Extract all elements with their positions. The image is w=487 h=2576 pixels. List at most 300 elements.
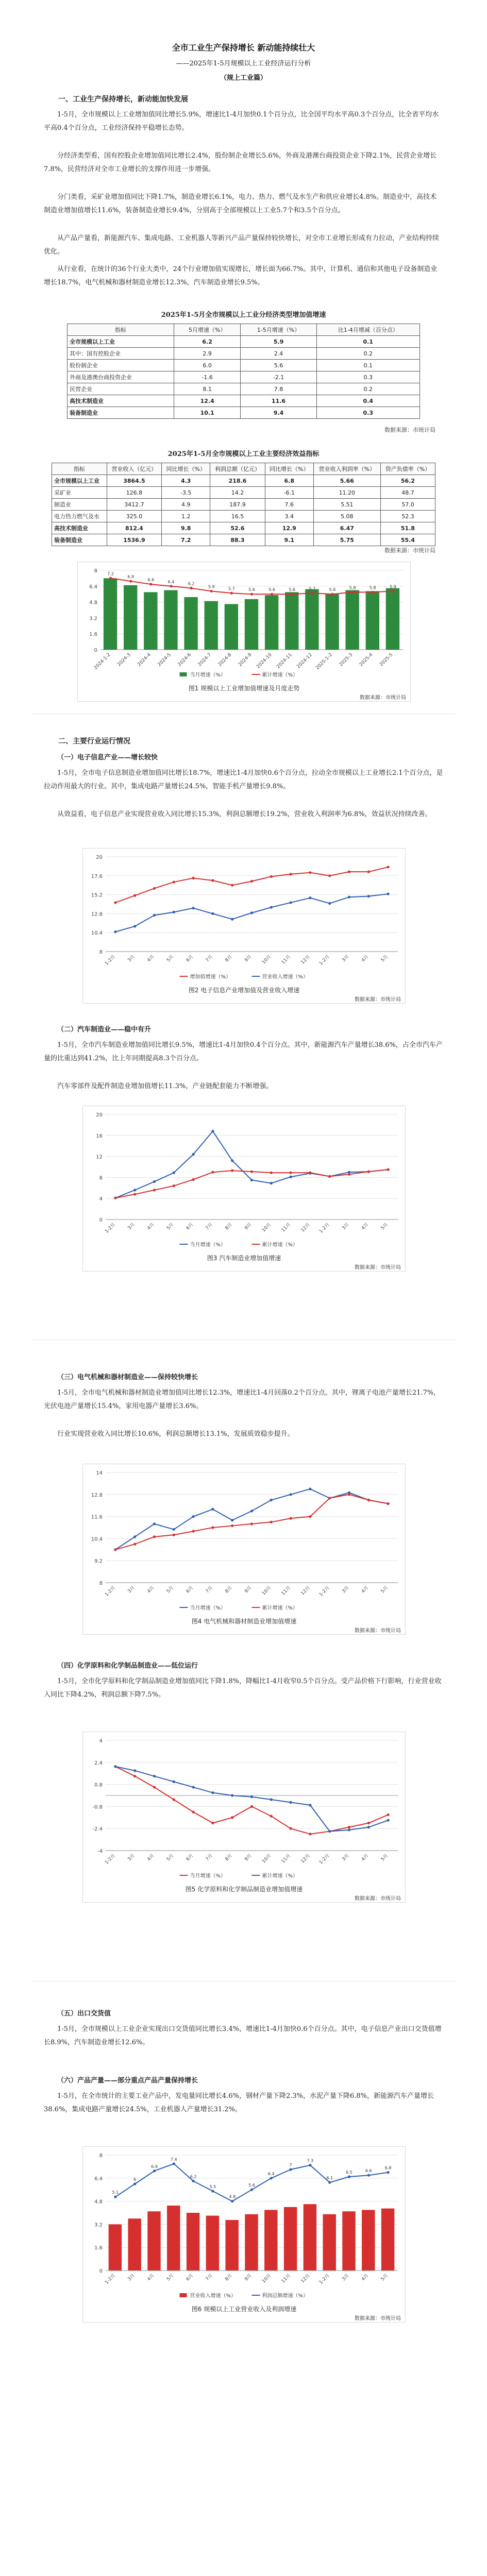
paragraph: 1-5月，在全市统计的主要工业产品中，发电量同比增长4.6%，钢材产量下降2.3%，水泥产量下降6.8%，新能源汽车产量增长38.6%，集成电路产量增长24.5%，工业机器人产量增长31.2%。 [44, 2092, 434, 2113]
table-cell: 制造业 [52, 499, 107, 511]
x-tick-label: 9月 [244, 954, 253, 963]
table-cell: 全市规模以上工业 [52, 475, 107, 487]
data-point [328, 1497, 331, 1499]
data-point [114, 2196, 116, 2198]
x-tick-label: 6月 [185, 2273, 195, 2282]
table-cell: 9.1 [265, 534, 313, 546]
table-row [52, 487, 435, 499]
y-tick-label: 4 [99, 1196, 103, 1202]
chart-caption: 图4 电气机械和器材制造业增加值增速 [191, 1618, 297, 1625]
data-point [231, 2200, 233, 2202]
data-label: 5.9 [208, 584, 215, 589]
table-header-cell: 营业收入（亿元） [107, 463, 162, 475]
table-cell: -1.6 [174, 371, 241, 383]
data-point [192, 1530, 195, 1533]
table-row [68, 371, 420, 383]
data-point [290, 873, 292, 875]
data-point [270, 906, 273, 909]
data-point [250, 1805, 253, 1808]
subsection-heading: （六）产品产量——部分重点产品产量保持增长 [57, 2077, 198, 2084]
data-point [173, 1798, 175, 1801]
data-point [250, 880, 253, 883]
data-point [211, 1526, 214, 1529]
x-tick-label: 10月 [261, 2273, 273, 2284]
x-tick-label: 7月 [205, 1222, 214, 1231]
x-tick-label: 2024-10 [256, 652, 273, 670]
data-point [231, 918, 233, 921]
data-point [211, 1822, 214, 1824]
data-point [173, 1172, 175, 1174]
bar [164, 590, 177, 650]
table-cell: 10.1 [174, 407, 241, 419]
data-point [348, 1828, 350, 1831]
table-cell: 6.0 [174, 360, 241, 371]
data-point [231, 884, 233, 887]
table-cell: 52.3 [380, 511, 435, 522]
table-row [68, 407, 420, 419]
series-line [115, 1489, 388, 1550]
table-cell: 187.9 [210, 499, 265, 511]
table-cell: 7.8 [241, 383, 316, 395]
data-point [173, 880, 175, 883]
y-tick-label: 0 [94, 648, 97, 653]
x-tick-label: 1-2月 [104, 1853, 117, 1866]
legend-label: 累计增速（%） [262, 1242, 298, 1248]
y-tick-label: 0.8 [94, 1782, 103, 1788]
x-tick-label: 1-2月 [104, 954, 117, 967]
y-tick-label: 8 [94, 568, 97, 574]
data-point [231, 1524, 233, 1527]
x-tick-label: 1-2月 [318, 2273, 331, 2285]
data-point [367, 1171, 370, 1173]
y-tick-label: 6.4 [94, 2176, 103, 2182]
chart-source: 数据来源：市统计局 [355, 1628, 401, 1634]
data-label: 5.9 [390, 584, 396, 589]
subsection-heading: （二）汽车制造业——稳中有升 [57, 1026, 152, 1033]
bar [245, 2214, 258, 2270]
table-row [68, 383, 420, 395]
series-line [115, 1495, 388, 1550]
x-tick-label: 6月 [185, 1585, 195, 1595]
x-tick-label: 3月 [341, 1585, 350, 1595]
data-point [231, 1816, 233, 1819]
y-tick-label: 4.8 [89, 600, 97, 606]
data-point [133, 2182, 136, 2185]
data-point [114, 1197, 116, 1199]
data-point [192, 1178, 195, 1181]
data-point [133, 925, 136, 927]
legend-label: 当月增速（%） [190, 1873, 226, 1879]
data-point [250, 593, 253, 596]
data-point [153, 887, 156, 890]
table-cell: 0.3 [316, 371, 419, 383]
table-header-cell: 1-5月增速（%） [241, 324, 316, 336]
data-point [367, 1822, 370, 1824]
legend-label: 当月增速（%） [190, 672, 226, 678]
x-tick-label: 10月 [261, 1585, 273, 1597]
data-point [250, 2189, 253, 2191]
data-label: 6.2 [188, 581, 195, 586]
chart-source: 数据来源：市统计局 [355, 1896, 401, 1902]
table-cell: -2.1 [241, 371, 316, 383]
table-cell: 55.4 [380, 534, 435, 546]
x-tick-label: 10月 [261, 1222, 273, 1233]
data-point [231, 1794, 233, 1797]
data-point [231, 1519, 233, 1521]
data-point [309, 1804, 311, 1806]
paragraph: 1-5月，全市规模以上工业增加值同比增长5.9%，增速比1-4月加快0.1个百分点，比全国平均水平高0.3个百分点，比全省平均水平高0.4个百分点，工业经济保持平稳增长态势。 [44, 111, 439, 132]
table-header-row [68, 324, 420, 336]
y-tick-label: 14 [96, 1470, 103, 1476]
y-tick-label: 16 [96, 1133, 103, 1139]
table-cell: 11.6 [241, 395, 316, 407]
data-point [230, 592, 233, 595]
table-cell: 3864.5 [107, 475, 162, 487]
bar [325, 594, 339, 650]
paragraph: 1-5月，全市规模以上工业企业实现出口交货值同比增长3.4%，增速比1-4月加快0.6个百分点。其中，电子信息产业出口交货值增长8.9%，汽车制造业增长12.6%。 [44, 2025, 442, 2046]
bar [187, 2213, 199, 2270]
data-label: 7 [289, 2163, 292, 2167]
bar [104, 578, 117, 650]
x-tick-label: 12月 [300, 1853, 312, 1865]
data-label: 5.6 [248, 2183, 255, 2188]
table-cell: 全市规模以上工业 [68, 336, 174, 348]
x-tick-label: 8月 [224, 2273, 233, 2282]
data-point [270, 1172, 273, 1174]
bar [144, 592, 157, 650]
table-header-cell: 同比增长（%） [162, 463, 210, 475]
data-point [367, 2174, 370, 2177]
data-point [290, 1493, 292, 1496]
table-cell: -3.5 [162, 487, 210, 499]
table-cell: 5.9 [241, 336, 316, 348]
table-cell: 民营企业 [68, 383, 174, 395]
data-point [192, 1786, 195, 1788]
y-tick-label: 1.6 [94, 2245, 103, 2251]
table-row [68, 348, 420, 360]
data-point [290, 1827, 292, 1830]
table-cell: 52.6 [210, 522, 265, 534]
table-cell: 325.0 [107, 511, 162, 522]
table-cell: 装备制造业 [52, 534, 107, 546]
table-row [68, 336, 420, 348]
chart-6-plot [83, 2147, 405, 2302]
x-tick-label: 4月 [360, 2273, 370, 2282]
data-point [309, 896, 311, 899]
data-point [309, 1172, 311, 1174]
y-tick-label: 20 [96, 1112, 103, 1118]
x-tick-label: 2025-3 [338, 652, 354, 668]
legend-label: 累计增速（%） [262, 1873, 298, 1879]
x-tick-label: 5月 [165, 1585, 175, 1595]
x-tick-label: 12月 [300, 954, 312, 965]
table-cell: 218.6 [210, 475, 265, 487]
legend-label: 增加值增速（%） [190, 974, 231, 980]
x-tick-label: 5月 [380, 1585, 390, 1595]
y-tick-label: 8 [99, 1581, 103, 1586]
data-point [250, 911, 253, 914]
x-tick-label: 2024-9 [238, 652, 253, 668]
data-point [290, 1172, 292, 1174]
data-point [328, 902, 331, 905]
data-point [250, 1510, 253, 1512]
bar [109, 2224, 122, 2270]
data-point [231, 1159, 233, 1162]
chart-1 [77, 562, 411, 702]
table-cell: 11.20 [313, 487, 380, 499]
x-tick-label: 1-2月 [104, 1585, 117, 1598]
table-cell: -6.1 [265, 487, 313, 499]
x-tick-label: 1-2月 [318, 1222, 331, 1234]
bar [284, 2207, 297, 2270]
data-point [173, 1184, 175, 1187]
chart-5-plot [83, 1732, 405, 1883]
data-point [153, 914, 156, 917]
table-cell: 高技术制造业 [68, 395, 174, 407]
table-cell: 8.1 [174, 383, 241, 395]
table-cell: 6.8 [265, 475, 313, 487]
x-tick-label: 4月 [146, 954, 156, 963]
data-label: 6.4 [167, 579, 175, 584]
chart-caption: 图5 化学原料和化学制品制造业增加值增速 [185, 1886, 303, 1893]
paragraph: 汽车零部件及配件制造业增加值增长11.3%，产业链配套能力不断增强。 [57, 1082, 273, 1090]
table-cell: 12.9 [265, 522, 313, 534]
data-point [153, 1786, 156, 1788]
table-row [52, 511, 435, 522]
data-point [290, 901, 292, 904]
x-tick-label: 1-2月 [318, 1585, 331, 1598]
subsection-heading: （四）化学原料和化学制品制造业——低位运行 [57, 1662, 198, 1670]
table-cell: 5.08 [313, 511, 380, 522]
data-label: 6.5 [346, 2170, 352, 2175]
table-cell: 0.1 [316, 336, 419, 348]
x-tick-label: 3月 [127, 1222, 136, 1231]
bar [366, 591, 379, 650]
data-point [387, 2171, 390, 2174]
y-tick-label: 10.4 [91, 930, 103, 937]
data-point [291, 593, 293, 596]
data-point [133, 1543, 136, 1546]
x-tick-label: 12月 [300, 2273, 312, 2284]
x-tick-label: 7月 [205, 1853, 214, 1862]
table-cell: 装备制造业 [68, 407, 174, 419]
data-point [270, 1521, 273, 1523]
data-label: 6.9 [127, 574, 135, 580]
chart-3 [82, 1106, 406, 1272]
legend-label: 营业收入增速（%） [262, 974, 309, 980]
data-point [133, 1189, 136, 1191]
report-sheet-2 [31, 714, 456, 1340]
x-tick-label: 6月 [185, 1853, 195, 1862]
x-tick-label: 12月 [300, 1585, 312, 1597]
table-header-cell: 利润总额（亿元） [210, 463, 265, 475]
chart-4-plot [83, 1464, 405, 1615]
data-point [309, 1833, 311, 1835]
series-line [115, 2164, 388, 2201]
table-cell: 5.6 [241, 360, 316, 371]
y-tick-label: 12 [96, 1154, 103, 1160]
x-tick-label: 5月 [380, 954, 390, 963]
bar [205, 601, 218, 650]
table-row [52, 475, 435, 487]
data-point [331, 593, 333, 596]
data-point [170, 585, 172, 587]
data-label: 5.8 [349, 585, 356, 590]
x-tick-label: 2024-12 [296, 652, 314, 670]
data-point [149, 583, 152, 585]
chart-1-plot [78, 562, 410, 682]
y-tick-label: 8 [99, 2153, 103, 2159]
data-point [387, 1814, 390, 1816]
data-point [133, 894, 136, 897]
x-tick-label: 4月 [146, 2273, 156, 2282]
bar [304, 2204, 316, 2270]
y-tick-label: -4 [97, 1849, 103, 1854]
data-point [153, 1775, 156, 1777]
table-row [68, 395, 420, 407]
data-point [133, 1775, 136, 1777]
table-cell: 0.3 [316, 407, 419, 419]
data-point [114, 1765, 116, 1768]
report-sheet-3 [31, 1340, 456, 1981]
paragraph: 1-5月，全市化学原料和化学制品制造业增加值同比下降1.8%，降幅比1-4月收窄0.5个百分点。受产品价格下行影响，行业营业收入同比下降4.2%，利润总额下降7.5%。 [44, 1677, 442, 1699]
table-row [68, 360, 420, 371]
x-tick-label: 7月 [205, 2273, 214, 2282]
paragraph: 从行业看，在统计的36个行业大类中，24个行业增加值实现增长，增长面为66.7%。其中，计算机、通信和其他电子设备制造业增长18.7%，电气机械和器材制造业增长12.3%，汽车制造业增长9.5%。 [44, 265, 438, 286]
data-point [290, 1517, 292, 1520]
y-tick-label: 6.4 [89, 584, 97, 590]
chart-2-plot [83, 849, 405, 984]
data-point [311, 592, 313, 595]
table-cell: 1536.9 [107, 534, 162, 546]
data-point [387, 1502, 390, 1505]
y-tick-label: 12.8 [91, 911, 103, 918]
data-label: 6.4 [267, 2171, 275, 2176]
data-point [367, 1499, 370, 1501]
y-tick-label: 3.2 [89, 616, 97, 622]
table-cell: 57.0 [380, 499, 435, 511]
table-cell: 88.3 [210, 534, 265, 546]
paragraph: 行业实现营业收入同比增长10.6%，利润总额增长13.1%，发展质效稳步提升。 [57, 1430, 294, 1438]
y-tick-label: 0 [99, 2268, 103, 2274]
paragraph: 1-5月，全市汽车制造业增加值同比增长9.5%，增速比1-4月加快0.4个百分点。其中，新能源汽车产量增长38.6%，占全市汽车产量的比重达到41.2%，比上年同期提高8.3个百分点。 [44, 1041, 443, 1062]
x-tick-label: 2025-1-2 [315, 652, 334, 671]
data-point [387, 1168, 390, 1171]
x-tick-label: 2024-7 [197, 652, 213, 668]
series-line [115, 1767, 388, 1832]
data-point [309, 1488, 311, 1490]
table-cell: 高技术制造业 [52, 522, 107, 534]
data-point [387, 892, 390, 895]
data-point [114, 901, 116, 904]
data-point [153, 1522, 156, 1525]
table-source: 数据来源：市统计局 [384, 427, 435, 433]
table-cell: 5.75 [313, 534, 380, 546]
data-point [173, 1781, 175, 1783]
data-label: 4.8 [229, 2194, 236, 2199]
paragraph: 从效益看，电子信息产业实现营业收入同比增长15.3%，利润总额增长19.2%，营业收入利润率为6.8%，效益状况持续改善。 [57, 810, 432, 818]
x-tick-label: 4月 [360, 1853, 370, 1862]
table-source: 数据来源：市统计局 [384, 547, 435, 554]
x-tick-label: 9月 [244, 1853, 253, 1862]
data-label: 6.8 [384, 2165, 392, 2171]
table-cell: 6.2 [174, 336, 241, 348]
table-cell: 1.2 [162, 511, 210, 522]
data-label: 6.1 [326, 2176, 333, 2181]
table-cell: 126.8 [107, 487, 162, 499]
x-tick-label: 4月 [360, 954, 370, 963]
table-row [52, 499, 435, 511]
legend-label: 累计增速（%） [262, 672, 298, 678]
data-point [367, 871, 370, 873]
x-tick-label: 5月 [165, 2273, 175, 2282]
y-tick-label: 4.8 [94, 2199, 103, 2205]
x-tick-label: 11月 [280, 1585, 292, 1597]
data-label: 5.7 [228, 586, 235, 591]
data-label: 5.6 [268, 587, 276, 592]
data-point [133, 1193, 136, 1195]
legend-label: 当月增速（%） [190, 1605, 226, 1611]
data-label: 6.2 [190, 2174, 197, 2179]
x-tick-label: 10月 [261, 1853, 273, 1865]
legend-label: 营业收入增速（%） [190, 2293, 237, 2299]
y-tick-label: 8 [99, 1175, 103, 1181]
x-tick-label: 5月 [380, 1222, 390, 1231]
data-point [270, 1815, 273, 1818]
y-tick-label: 4 [99, 1738, 103, 1744]
data-point [270, 1499, 273, 1501]
data-point [173, 2162, 175, 2165]
data-point [270, 1182, 273, 1184]
data-table-2 [52, 463, 435, 546]
x-tick-label: 2025-5 [378, 652, 394, 668]
table-cell: 9.8 [162, 522, 210, 534]
table-cell: 0.2 [316, 383, 419, 395]
legend-swatch [180, 2293, 187, 2297]
data-table-1 [67, 324, 420, 419]
chart-source: 数据来源：市统计局 [355, 1265, 401, 1270]
bar [381, 2209, 394, 2270]
data-point [211, 1508, 214, 1511]
table-cell: 股份制企业 [68, 360, 174, 371]
data-label: 6.9 [151, 2164, 158, 2169]
x-tick-label: 2024-8 [217, 652, 233, 668]
y-tick-label: -0.8 [92, 1804, 103, 1810]
data-point [153, 2170, 156, 2172]
x-tick-label: 5月 [165, 1853, 175, 1862]
report-sheet-1 [31, 21, 456, 714]
data-point [250, 1522, 253, 1525]
x-tick-label: 11月 [280, 1853, 292, 1865]
bar [167, 2206, 180, 2270]
data-point [190, 587, 193, 589]
y-tick-label: 11.6 [91, 1514, 103, 1520]
table-cell: 2.9 [174, 348, 241, 360]
bar [362, 2210, 375, 2270]
table-header-cell: 比1-4月增减（百分点） [316, 324, 419, 336]
x-tick-label: 4月 [146, 1853, 156, 1862]
data-point [153, 1189, 156, 1191]
table-cell: 0.1 [316, 360, 419, 371]
legend-label: 利润总额增速（%） [262, 2293, 309, 2299]
data-point [387, 866, 390, 868]
legend-swatch [180, 672, 187, 676]
x-tick-label: 2024-4 [137, 652, 152, 668]
bar [265, 595, 278, 650]
y-tick-label: 12.8 [91, 1492, 103, 1498]
x-tick-label: 3月 [341, 1853, 350, 1862]
table-header-cell: 指标 [68, 324, 174, 336]
